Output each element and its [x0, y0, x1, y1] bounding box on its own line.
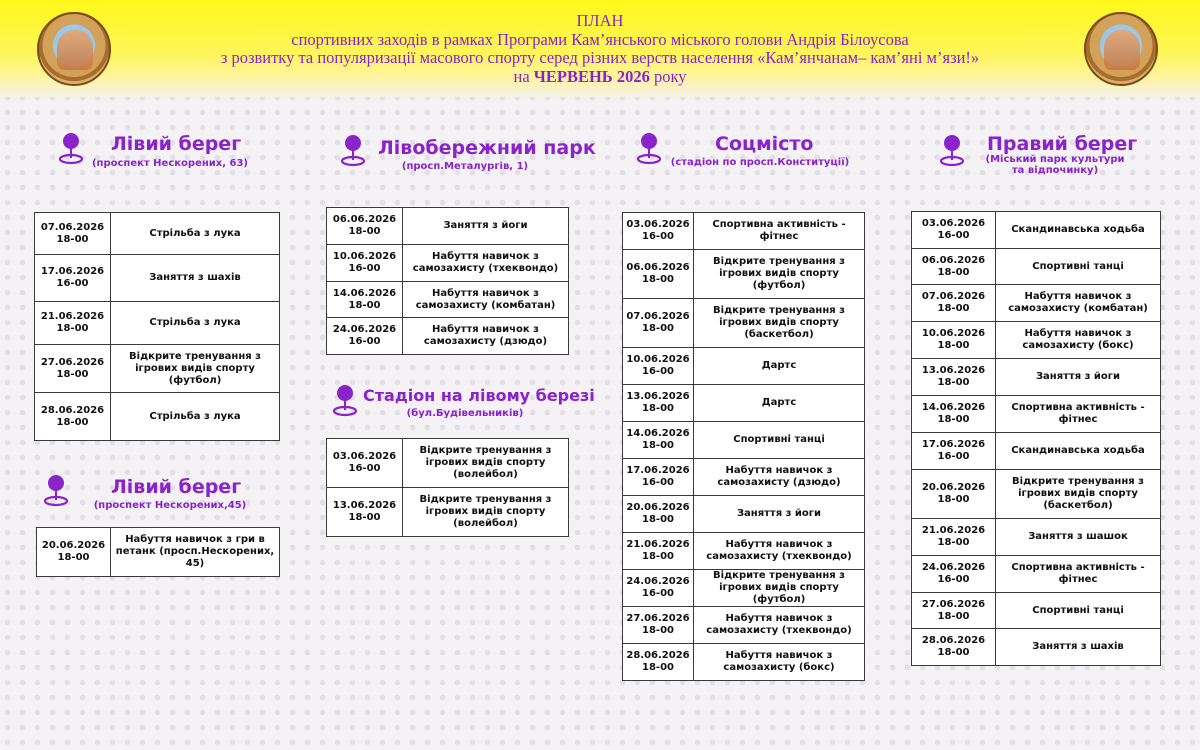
section-title-left-bank-63: Лівий берег — [111, 133, 242, 155]
event-date: 21.06.2026 — [626, 539, 690, 550]
event-datetime-cell — [623, 533, 694, 570]
table-row — [623, 644, 865, 681]
table-row — [623, 385, 865, 422]
event-time: 16-00 — [642, 477, 674, 488]
event-datetime-cell — [327, 439, 403, 488]
event-date: 13.06.2026 — [921, 365, 986, 376]
event-activity: Спортивна активність - фітнес — [694, 213, 865, 250]
event-date: 03.06.2026 — [332, 451, 397, 462]
event-date: 06.06.2026 — [332, 214, 397, 225]
event-date: 24.06.2026 — [921, 562, 986, 573]
event-date: 14.06.2026 — [332, 287, 397, 299]
event-activity: Набуття навичок з самозахисту (тхеквондо) — [694, 607, 865, 644]
event-activity: Стрільба з лука — [111, 393, 280, 441]
schedule-table-left-bank-63 — [34, 212, 280, 441]
table-row — [35, 213, 280, 255]
section-title-left-bank-45: Лівий берег — [111, 476, 242, 498]
schedule-table-left-bank-park — [326, 207, 569, 355]
event-activity: Відкрите тренування з ігрових видів спорту (баскетбол) — [996, 470, 1161, 519]
table-row — [623, 570, 865, 607]
section-title-sotsmisto: Соцмісто — [715, 133, 814, 155]
event-activity: Набуття навичок з самозахисту (бокс) — [694, 644, 865, 681]
event-time: 18-00 — [56, 368, 89, 380]
event-activity: Спортивна активність - фітнес — [996, 396, 1161, 433]
event-activity: Відкрите тренування з ігрових видів спорту (волейбол) — [403, 439, 569, 488]
table-row — [623, 348, 865, 385]
page-header — [0, 0, 1200, 97]
event-date: 27.06.2026 — [40, 356, 105, 368]
event-activity: Відкрите тренування з ігрових видів спорту (футбол) — [694, 570, 865, 607]
event-datetime-cell — [912, 322, 996, 359]
event-activity: Дартс — [694, 385, 865, 422]
event-date: 21.06.2026 — [40, 311, 105, 322]
event-datetime-cell — [37, 528, 111, 577]
table-row — [327, 245, 569, 282]
event-datetime-cell — [35, 393, 111, 441]
section-title-right-bank: Правий берег — [987, 133, 1138, 155]
event-datetime-cell — [912, 433, 996, 470]
location-pin-icon — [44, 474, 68, 508]
event-datetime-cell — [327, 488, 403, 537]
event-activity: Спортивні танці — [996, 593, 1161, 629]
event-datetime-cell — [912, 359, 996, 396]
event-time: 16-00 — [937, 451, 970, 462]
event-activity: Набуття навичок з самозахисту (дзюдо) — [694, 459, 865, 496]
event-date: 10.06.2026 — [332, 251, 397, 262]
table-row — [35, 255, 280, 302]
event-activity: Спортивні танці — [694, 422, 865, 459]
event-date: 28.06.2026 — [40, 404, 105, 416]
event-activity: Стрільба з лука — [111, 213, 280, 255]
event-datetime-cell — [623, 570, 694, 607]
event-activity: Відкрите тренування з ігрових видів спорту (баскетбол) — [694, 299, 865, 348]
schedule-table-left-bank-45 — [36, 527, 280, 577]
event-time: 18-00 — [937, 266, 970, 278]
event-date: 13.06.2026 — [626, 391, 690, 402]
header-line-3: з розвитку та популяризації масового спорту серед різних верств населення «Кам’янчанам– кам’яні м’язи!» — [220, 48, 980, 67]
table-row — [912, 433, 1161, 470]
event-activity: Набуття навичок з самозахисту (дзюдо) — [403, 318, 569, 355]
event-date: 06.06.2026 — [921, 254, 986, 266]
section-address-left-bank-63: (проспект Нескорених, 63) — [91, 158, 248, 169]
event-date: 20.06.2026 — [921, 482, 986, 493]
event-time: 16-00 — [642, 588, 674, 599]
event-date: 27.06.2026 — [921, 598, 986, 610]
event-datetime-cell — [912, 470, 996, 519]
event-datetime-cell — [35, 255, 111, 302]
event-date: 03.06.2026 — [626, 219, 690, 230]
event-time: 18-00 — [642, 662, 674, 673]
event-activity: Скандинавська ходьба — [996, 212, 1161, 249]
event-datetime-cell — [623, 250, 694, 299]
event-activity: Набуття навичок з самозахисту (бокс) — [996, 322, 1161, 359]
event-time: 16-00 — [348, 463, 381, 474]
table-row — [623, 459, 865, 496]
event-activity: Набуття навичок з самозахисту (тхеквондо) — [403, 245, 569, 282]
event-time: 18-00 — [348, 226, 381, 237]
header-month-suffix: року — [649, 66, 687, 86]
event-date: 17.06.2026 — [626, 465, 690, 476]
event-time: 18-00 — [642, 625, 674, 636]
program-logo-right — [1084, 12, 1158, 86]
table-row — [623, 496, 865, 533]
event-time: 16-00 — [348, 336, 381, 347]
event-datetime-cell — [912, 593, 996, 629]
event-activity: Стрільба з лука — [111, 302, 280, 345]
event-activity: Скандинавська ходьба — [996, 433, 1161, 470]
table-row — [912, 519, 1161, 556]
event-datetime-cell — [327, 282, 403, 318]
event-time: 18-00 — [56, 233, 89, 245]
header-month: ЧЕРВЕНЬ 2026 — [533, 66, 650, 86]
event-datetime-cell — [623, 607, 694, 644]
section-address-left-bank-45: (проспект Нескорених,45) — [93, 500, 247, 511]
event-datetime-cell — [623, 644, 694, 681]
event-activity: Відкрите тренування з ігрових видів спорту (волейбол) — [403, 488, 569, 537]
table-row — [327, 488, 569, 537]
event-date: 17.06.2026 — [40, 266, 105, 277]
program-logo-left — [37, 12, 111, 86]
section-address-sotsmisto: (стадіон по просп.Конституції) — [670, 157, 850, 168]
event-time: 18-00 — [937, 303, 970, 314]
event-activity: Набуття навичок з гри в петанк (просп.Нескорених, 45) — [111, 528, 280, 577]
event-date: 06.06.2026 — [626, 262, 690, 273]
event-activity: Заняття з шахів — [996, 629, 1161, 666]
event-time: 18-00 — [642, 440, 674, 451]
table-row — [912, 556, 1161, 593]
event-datetime-cell — [327, 208, 403, 245]
event-date: 21.06.2026 — [921, 525, 986, 536]
table-row — [35, 302, 280, 345]
event-time: 18-00 — [56, 323, 89, 334]
event-date: 13.06.2026 — [332, 500, 397, 511]
event-date: 10.06.2026 — [626, 354, 690, 365]
event-date: 07.06.2026 — [40, 221, 105, 233]
schedule-table-right-bank — [911, 211, 1161, 666]
event-datetime-cell — [623, 213, 694, 250]
event-activity: Набуття навичок з самозахисту (тхеквондо) — [694, 533, 865, 570]
event-datetime-cell — [623, 385, 694, 422]
schedule-table-left-bank-stadium — [326, 438, 569, 537]
event-date: 24.06.2026 — [626, 576, 690, 587]
table-row — [912, 285, 1161, 322]
table-row — [912, 629, 1161, 666]
event-activity: Відкрите тренування з ігрових видів спорту (футбол) — [111, 345, 280, 393]
table-row — [623, 422, 865, 459]
event-datetime-cell — [327, 318, 403, 355]
table-row — [912, 249, 1161, 285]
section-title-left-bank-stadium: Стадіон на лівому березі — [363, 386, 595, 405]
event-date: 14.06.2026 — [921, 402, 986, 413]
event-date: 27.06.2026 — [626, 613, 690, 624]
table-row — [623, 607, 865, 644]
event-time: 18-00 — [348, 299, 381, 311]
table-row — [912, 396, 1161, 433]
table-row — [37, 528, 280, 577]
table-row — [327, 318, 569, 355]
event-activity: Заняття з шашок — [996, 519, 1161, 556]
event-time: 18-00 — [937, 610, 970, 622]
event-time: 16-00 — [348, 263, 381, 274]
event-activity: Дартс — [694, 348, 865, 385]
event-time: 16-00 — [937, 230, 970, 241]
event-time: 18-00 — [642, 551, 674, 562]
event-datetime-cell — [623, 422, 694, 459]
table-row — [327, 208, 569, 245]
event-datetime-cell — [912, 556, 996, 593]
event-time: 18-00 — [348, 512, 381, 523]
location-pin-icon — [637, 132, 661, 166]
table-row — [912, 470, 1161, 519]
event-datetime-cell — [623, 299, 694, 348]
header-month-prefix: на — [513, 66, 534, 86]
event-time: 18-00 — [642, 274, 674, 285]
event-time: 18-00 — [642, 403, 674, 414]
event-datetime-cell — [912, 285, 996, 322]
table-row — [912, 322, 1161, 359]
event-time: 18-00 — [937, 414, 970, 425]
event-activity: Набуття навичок з самозахисту (комбатан) — [996, 285, 1161, 322]
location-pin-icon — [333, 384, 357, 418]
event-date: 07.06.2026 — [921, 291, 986, 302]
event-time: 18-00 — [937, 377, 970, 388]
table-row — [623, 213, 865, 250]
table-row — [912, 212, 1161, 249]
section-address-left-bank-park: (просп.Металургів, 1) — [401, 161, 529, 172]
event-datetime-cell — [623, 496, 694, 533]
event-datetime-cell — [912, 629, 996, 666]
event-date: 03.06.2026 — [921, 218, 986, 229]
event-time: 18-00 — [642, 514, 674, 525]
event-date: 10.06.2026 — [921, 328, 986, 339]
event-datetime-cell — [327, 245, 403, 282]
event-time: 18-00 — [642, 323, 674, 334]
event-time: 18-00 — [56, 416, 89, 428]
event-time: 18-00 — [937, 647, 970, 658]
event-date: 17.06.2026 — [921, 439, 986, 450]
header-line-4 — [0, 68, 1200, 87]
table-row — [327, 282, 569, 318]
event-activity: Спортивні танці — [996, 249, 1161, 285]
schedule-table-sotsmisto — [622, 212, 865, 681]
event-datetime-cell — [623, 348, 694, 385]
table-row — [623, 533, 865, 570]
event-time: 16-00 — [937, 574, 970, 585]
event-date: 28.06.2026 — [626, 650, 690, 661]
event-activity: Заняття з йоги — [996, 359, 1161, 396]
event-datetime-cell — [35, 302, 111, 345]
event-activity: Заняття з шахів — [111, 255, 280, 302]
table-row — [912, 359, 1161, 396]
section-title-left-bank-park: Лівобережний парк — [378, 137, 596, 159]
event-time: 16-00 — [642, 231, 674, 242]
table-row — [912, 593, 1161, 629]
event-time: 18-00 — [937, 494, 970, 505]
event-date: 28.06.2026 — [921, 635, 986, 646]
event-activity: Спортивна активність - фітнес — [996, 556, 1161, 593]
event-activity: Відкрите тренування з ігрових видів спорту (футбол) — [694, 250, 865, 299]
event-activity: Заняття з йоги — [694, 496, 865, 533]
table-row — [623, 250, 865, 299]
event-datetime-cell — [912, 249, 996, 285]
event-time: 18-00 — [937, 340, 970, 351]
event-activity: Набуття навичок з самозахисту (комбатан) — [403, 282, 569, 318]
event-date: 20.06.2026 — [41, 540, 106, 551]
location-pin-icon — [341, 134, 365, 168]
section-address-right-bank: (Міський парк культури та відпочинку) — [985, 154, 1125, 176]
event-time: 18-00 — [57, 552, 90, 563]
event-date: 20.06.2026 — [626, 502, 690, 513]
table-row — [623, 299, 865, 348]
event-datetime-cell — [623, 459, 694, 496]
header-title: ПЛАН — [576, 11, 624, 30]
event-datetime-cell — [35, 213, 111, 255]
table-row — [35, 393, 280, 441]
event-date: 14.06.2026 — [626, 428, 690, 439]
event-datetime-cell — [35, 345, 111, 393]
table-row — [327, 439, 569, 488]
event-date: 24.06.2026 — [332, 324, 397, 335]
header-line-2: спортивних заходів в рамках Програми Кам’янського міського голови Андрія Білоусова — [291, 29, 909, 49]
event-datetime-cell — [912, 212, 996, 249]
event-datetime-cell — [912, 396, 996, 433]
event-date: 07.06.2026 — [626, 311, 690, 322]
section-address-left-bank-stadium: (бул.Будівельників) — [406, 408, 524, 419]
table-row — [35, 345, 280, 393]
event-time: 18-00 — [937, 537, 970, 548]
event-time: 16-00 — [642, 366, 674, 377]
event-datetime-cell — [912, 519, 996, 556]
location-pin-icon — [940, 134, 964, 168]
event-activity: Заняття з йоги — [403, 208, 569, 245]
event-time: 16-00 — [56, 278, 89, 289]
